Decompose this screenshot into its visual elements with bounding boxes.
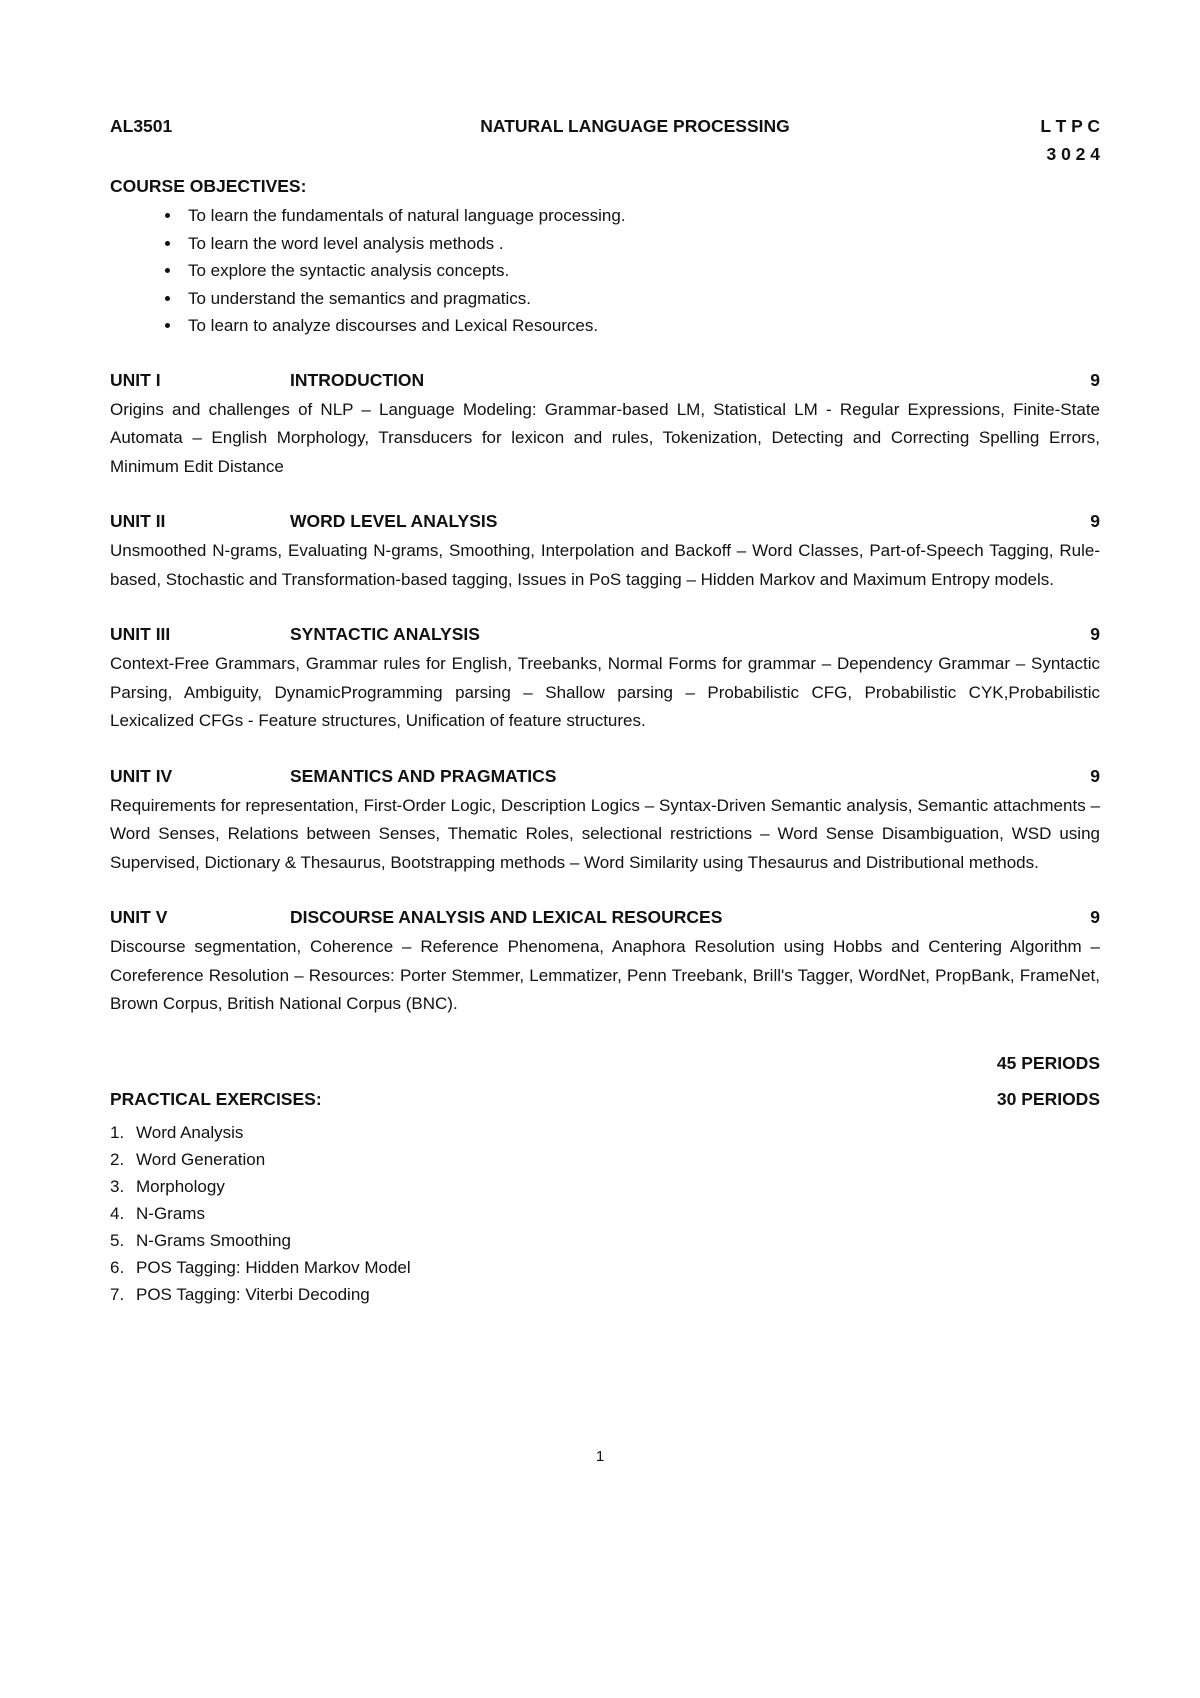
exercise-label: Word Analysis [136,1122,244,1142]
exercise-number: 7. [110,1284,125,1304]
exercise-item [110,1119,1100,1146]
unit-periods: 9 [1090,907,1100,927]
document-content [110,112,1100,1308]
exercise-number: 1. [110,1122,125,1142]
unit-section-2 [110,507,1100,594]
unit-body: Requirements for representation, First-Order Logic, Description Logics – Syntax-Driven Semantic analysis, Semantic attachments – Word Senses, Relations between Senses, Thematic Roles, selectional restrictions – Word Sense Disambiguation, WSD using Supervised, Dictionary & Thesaurus, Bootstrapping methods – Word Similarity using Thesaurus and Distributional methods. [110,795,1100,872]
unit-title: SYNTACTIC ANALYSIS [290,624,480,644]
objectives-heading: COURSE OBJECTIVES: [110,176,307,196]
exercise-label: POS Tagging: Viterbi Decoding [136,1284,370,1304]
practical-heading: PRACTICAL EXERCISES: [110,1088,322,1109]
course-header [110,112,1100,140]
unit-section-1 [110,366,1100,482]
unit-periods: 9 [1090,765,1100,786]
exercise-label: N-Grams Smoothing [136,1230,291,1250]
exercise-item [110,1173,1100,1200]
unit-body: Origins and challenges of NLP – Language Modeling: Grammar-based LM, Statistical LM - Regular Expressions, Finite-State Automata – English Morphology, Transducers for lexicon and rules, Tokenization, Detecting and Correcting Spelling Errors, Minimum Edit Distance [110,399,1100,476]
unit-header [110,762,1100,790]
unit-label: UNIT IV [110,765,173,786]
course-code: AL3501 [110,116,173,136]
unit-body: Discourse segmentation, Coherence – Reference Phenomena, Anaphora Resolution using Hobbs and Centering Algorithm – Coreference Resolution – Resources: Porter Stemmer, Lemmatizer, Penn Treebank, Brill's Tagger, WordNet, PropBank, FrameNet, Brown Corpus, British National Corpus (BNC). [110,937,1100,1013]
exercises-list [110,1119,1100,1308]
exercise-number: 5. [110,1230,125,1250]
course-title: NATURAL LANGUAGE PROCESSING [480,116,790,136]
objective-item: • To explore the syntactic analysis concepts. [182,257,1100,285]
exercise-number: 4. [110,1203,125,1223]
objective-item: • To learn the fundamentals of natural language processing. [182,202,1100,230]
unit-title: WORD LEVEL ANALYSIS [290,511,498,531]
ltpc-values: 3 0 2 4 [1046,144,1100,164]
exercise-label: Word Generation [136,1149,266,1169]
unit-label: UNIT III [110,624,171,644]
exercise-item [110,1200,1100,1227]
unit-label: UNIT I [110,369,161,390]
objectives-list [110,202,1100,340]
exercise-label: N-Grams [136,1203,205,1223]
ltpc-label: L T P C [1040,116,1100,136]
unit-body: Unsmoothed N-grams, Evaluating N-grams, Smoothing, Interpolation and Backoff – Word Classes, Part-of-Speech Tagging, Rule-based, Stochastic and Transformation-based tagging, Issues in PoS tagging – Hidden Markov and Maximum Entropy models. [110,541,1100,589]
exercise-item [110,1254,1100,1281]
exercise-item [110,1227,1100,1254]
unit-periods: 9 [1090,511,1100,531]
unit-periods: 9 [1090,624,1100,644]
total-periods: 45 PERIODS [996,1052,1100,1073]
unit-header [110,507,1100,535]
unit-header [110,366,1100,394]
exercise-item [110,1146,1100,1173]
unit-body: Context-Free Grammars, Grammar rules for English, Treebanks, Normal Forms for grammar – Dependency Grammar – Syntactic Parsing, Ambiguity, DynamicProgramming parsing – Shallow parsing – Probabilistic CFG, Probabilistic CYK,Probabilistic Lexicalized CFGs - Feature structures, Unification of feature structures. [110,654,1100,730]
unit-title: SEMANTICS AND PRAGMATICS [290,765,557,786]
unit-header [110,620,1100,648]
objective-item: • To understand the semantics and pragmatics. [182,285,1100,313]
objective-item: • To learn to analyze discourses and Lexical Resources. [182,312,1100,340]
exercise-label: Morphology [136,1176,225,1196]
unit-label: UNIT V [110,907,168,927]
unit-periods: 9 [1090,369,1100,390]
unit-section-4 [110,762,1100,878]
exercise-number: 6. [110,1257,125,1277]
unit-title: DISCOURSE ANALYSIS AND LEXICAL RESOURCES [290,907,723,927]
unit-title: INTRODUCTION [290,369,425,390]
practical-exercises-header [110,1085,1100,1113]
exercise-number: 2. [110,1149,125,1169]
objective-item: • To learn the word level analysis methods . [182,230,1100,258]
unit-section-3 [110,620,1100,736]
unit-section-5 [110,903,1100,1019]
unit-header [110,903,1100,931]
page-number: 1 [595,1448,605,1465]
exercise-label: POS Tagging: Hidden Markov Model [136,1257,411,1277]
exercise-number: 3. [110,1176,125,1196]
practical-periods: 30 PERIODS [996,1088,1100,1109]
exercise-item [110,1281,1100,1308]
unit-label: UNIT II [110,511,166,531]
